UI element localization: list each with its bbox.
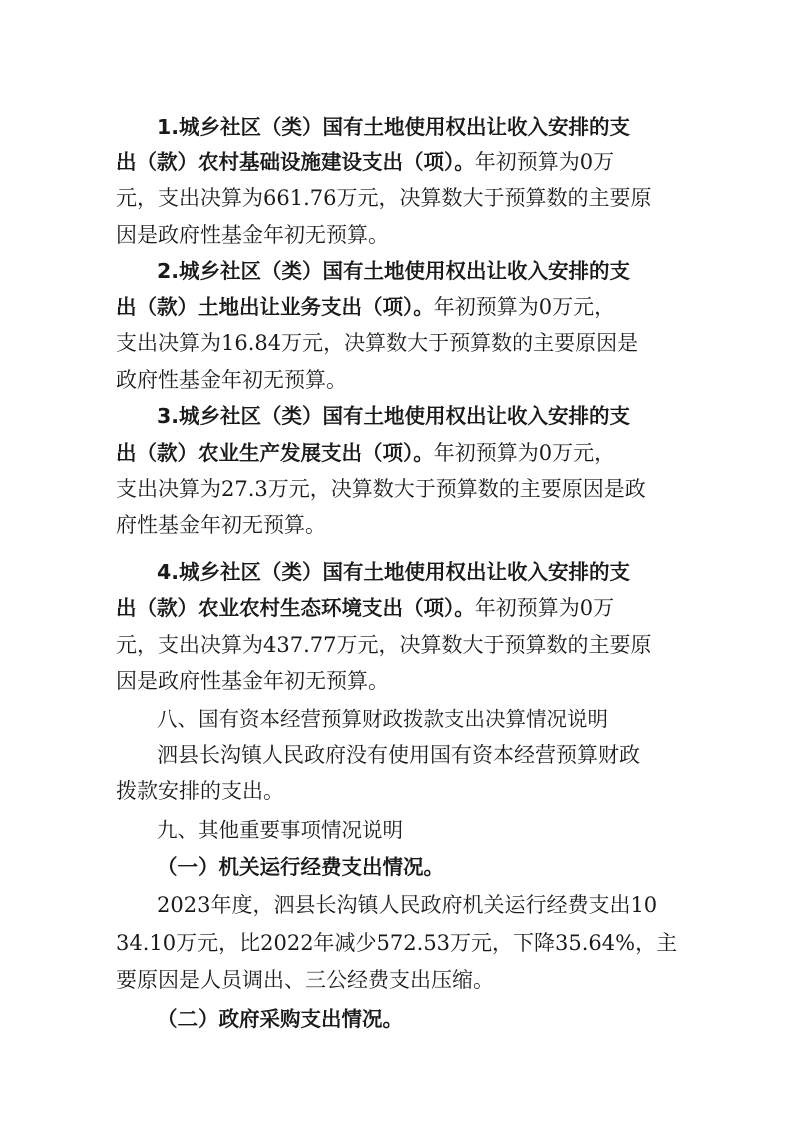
section-heading: 八、国有资本经营预算财政拨款支出决算情况说明	[157, 707, 608, 731]
item-text: 元，支出决算为661.76万元，决算数大于预算数的主要原	[116, 186, 652, 210]
item-title-line: 3.城乡社区（类）国有土地使用权出让收入安排的支	[157, 404, 631, 428]
section-text: 2023年度，泗县长沟镇人民政府机关运行经费支出10	[157, 893, 658, 917]
item-text: 元，支出决算为437.77万元，决算数大于预算数的主要原	[116, 633, 652, 657]
item-text: 年初预算为0万元，	[433, 441, 616, 465]
item-title-line: 出（款）农业生产发展支出（项）。	[116, 441, 434, 465]
item-text: 因是政府性基金年初无预算。	[116, 223, 389, 247]
item-text: 年初预算为0万	[474, 596, 615, 620]
section-text: 34.10万元，比2022年减少572.53万元，下降35.64%，主	[116, 931, 678, 955]
item-title-line: 2.城乡社区（类）国有土地使用权出让收入安排的支	[157, 259, 631, 283]
item-text: 府性基金年初无预算。	[116, 513, 326, 537]
item-text: 年初预算为0万元，	[433, 295, 616, 319]
item-text: 政府性基金年初无预算。	[116, 368, 347, 392]
item-text: 年初预算为0万	[474, 150, 615, 174]
section-text: 泗县长沟镇人民政府没有使用国有资本经营预算财政	[157, 743, 640, 767]
subsection-heading: （一）机关运行经费支出情况。	[157, 855, 444, 879]
item-title-line: 4.城乡社区（类）国有土地使用权出让收入安排的支	[157, 560, 631, 584]
section-text: 要原因是人员调出、三公经费支出压缩。	[116, 968, 494, 992]
item-text: 支出决算为27.3万元，决算数大于预算数的主要原因是政	[116, 477, 646, 501]
section-heading: 九、其他重要事项情况说明	[157, 818, 403, 842]
item-title-line: 出（款）农业农村生态环境支出（项）。	[116, 596, 475, 620]
item-text: 支出决算为16.84万元，决算数大于预算数的主要原因是	[116, 331, 639, 355]
item-title-line: 出（款）土地出让业务支出（项）。	[116, 295, 434, 319]
item-title-line: 出（款）农村基础设施建设支出（项）。	[116, 150, 475, 174]
subsection-heading: （二）政府采购支出情况。	[157, 1007, 403, 1031]
section-text: 拨款安排的支出。	[116, 779, 284, 803]
item-text: 因是政府性基金年初无预算。	[116, 669, 389, 693]
item-title-line: 1.城乡社区（类）国有土地使用权出让收入安排的支	[157, 115, 631, 139]
